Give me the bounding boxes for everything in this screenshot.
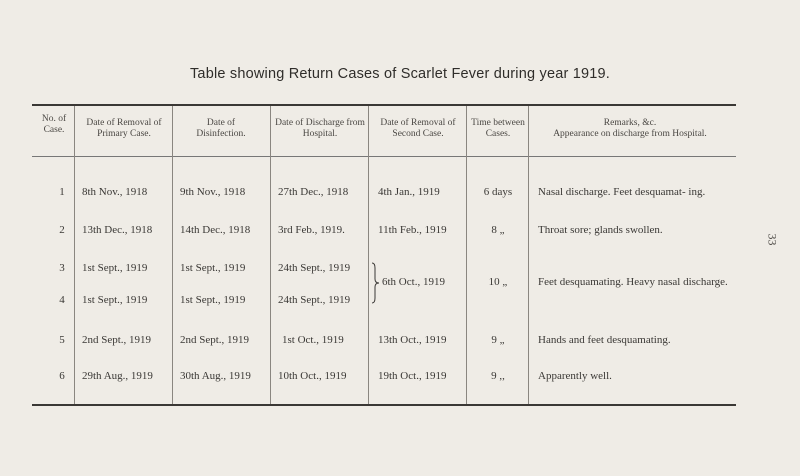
column-divider <box>74 106 75 404</box>
row-2-discharge: 3rd Feb., 1919. <box>278 224 345 236</box>
header-remarks-line1: Remarks, &c. <box>603 118 657 128</box>
row-5-primary: 2nd Sept., 1919 <box>82 334 152 346</box>
row-4-no: 4 <box>59 294 65 306</box>
grouping-brace <box>370 262 380 304</box>
group-3-4-second: 6th Oct., 1919 <box>382 276 445 288</box>
header-primary-removal: Date of Removal of Primary Case. <box>86 118 162 139</box>
group-3-4-time: 10 „ <box>488 276 508 288</box>
row-3-primary: 1st Sept., 1919 <box>82 262 148 274</box>
table-title: Table showing Return Cases of Scarlet Fever during year 1919. <box>189 66 611 82</box>
row-1-time: 6 days <box>483 186 513 198</box>
row-6-remarks: Apparently well. <box>538 370 612 382</box>
row-5-time: 9 „ <box>491 334 505 346</box>
row-4-discharge: 24th Sept., 1919 <box>278 294 351 306</box>
header-rule <box>32 156 736 157</box>
header-disinfection: Date of Disinfection. <box>196 118 246 139</box>
row-1-remarks: Nasal discharge. Feet desquamat- ing. <box>538 186 706 198</box>
row-4-disinfection: 1st Sept., 1919 <box>180 294 246 306</box>
row-3-discharge: 24th Sept., 1919 <box>278 262 351 274</box>
row-2-primary: 13th Dec., 1918 <box>82 224 153 236</box>
column-divider <box>368 106 369 404</box>
column-divider <box>270 106 271 404</box>
row-1-primary: 8th Nov., 1918 <box>82 186 148 198</box>
top-rule <box>32 104 736 106</box>
row-4-primary: 1st Sept., 1919 <box>82 294 148 306</box>
header-remarks-line2: Appearance on discharge from Hospital. <box>553 128 707 139</box>
row-6-primary: 29th Aug., 1919 <box>82 370 153 382</box>
row-6-discharge: 10th Oct., 1919 <box>278 370 347 382</box>
header-second-removal: Date of Removal of Second Case. <box>380 118 456 139</box>
row-5-disinfection: 2nd Sept., 1919 <box>180 334 250 346</box>
row-1-no: 1 <box>59 186 65 198</box>
row-5-discharge: 1st Oct., 1919 <box>282 334 344 346</box>
row-5-no: 5 <box>59 334 65 346</box>
row-2-remarks: Throat sore; glands swollen. <box>538 224 663 236</box>
row-2-no: 2 <box>59 224 65 236</box>
row-6-time: 9 ,, <box>491 370 505 382</box>
header-no: No. of Case. <box>41 114 67 135</box>
row-3-no: 3 <box>59 262 65 274</box>
header-time-between: Time between Cases. <box>471 118 525 139</box>
row-2-disinfection: 14th Dec., 1918 <box>180 224 251 236</box>
row-2-second: 11th Feb., 1919 <box>378 224 447 236</box>
group-3-4-remarks: Feet desquamating. Heavy nasal discharge. <box>538 276 728 288</box>
row-5-second: 13th Oct., 1919 <box>378 334 447 346</box>
bottom-rule <box>32 404 736 406</box>
row-6-no: 6 <box>59 370 65 382</box>
row-1-disinfection: 9th Nov., 1918 <box>180 186 246 198</box>
row-1-discharge: 27th Dec., 1918 <box>278 186 349 198</box>
row-1-second: 4th Jan., 1919 <box>378 186 440 198</box>
page-number: 33 <box>765 233 780 246</box>
row-6-disinfection: 30th Aug., 1919 <box>180 370 251 382</box>
row-2-time: 8 „ <box>491 224 505 236</box>
column-divider <box>528 106 529 404</box>
header-remarks <box>530 118 730 139</box>
row-6-second: 19th Oct., 1919 <box>378 370 447 382</box>
column-divider <box>172 106 173 404</box>
row-3-disinfection: 1st Sept., 1919 <box>180 262 246 274</box>
column-divider <box>466 106 467 404</box>
row-5-remarks: Hands and feet desquamating. <box>538 334 671 346</box>
header-discharge: Date of Discharge from Hospital. <box>275 118 365 139</box>
